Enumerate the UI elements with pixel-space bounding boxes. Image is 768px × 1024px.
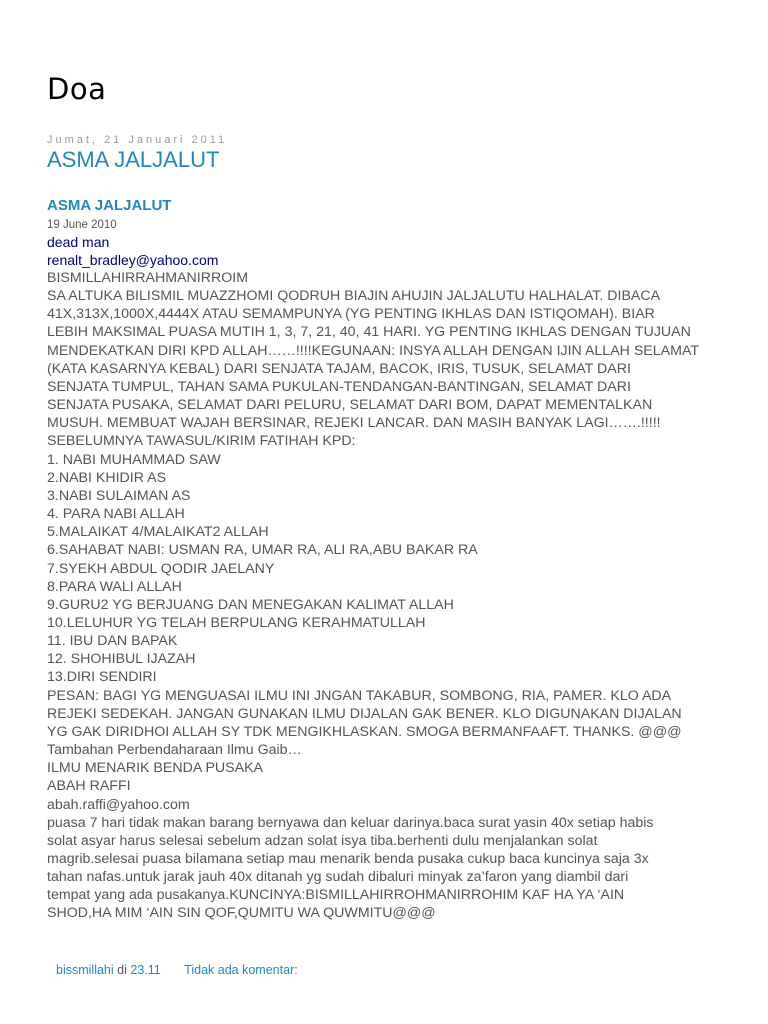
body-line: SENJATA PUSAKA, SELAMAT DARI PELURU, SELAMAT DARI BOM, DAPAT MEMENTALKAN [47,397,653,414]
body-line: 11. IBU DAN BAPAK [47,633,178,650]
post-footer [56,962,298,978]
body-line: REJEKI SEDEKAH. JANGAN GUNAKAN ILMU DIJALAN GAK BENER. KLO DIGUNAKAN DIJALAN [47,705,682,722]
author-name: dead man [47,234,110,250]
body-line: MUSUH. MEMBUAT WAJAH BERSINAR, REJEKI LANCAR. DAN MASIH BANYAK LAGI…….!!!!! [47,415,661,432]
body-line: 3.NABI SULAIMAN AS [47,487,191,504]
body-line: 5.MALAIKAT 4/MALAIKAT2 ALLAH [47,524,269,541]
post-body [47,195,727,923]
body-line: SEBELUMNYA TAWASUL/KIRIM FATIHAH KPD: [47,433,356,450]
body-line: 8.PARA WALI ALLAH [47,578,182,595]
body-line: 9.GURU2 YG BERJUANG DAN MENEGAKAN KALIMAT ALLAH [47,596,454,613]
comments-link[interactable]: Tidak ada komentar: [184,963,298,977]
body-line: (KATA KASARNYA KEBAL) DARI SENJATA TAJAM, BACOK, IRIS, TUSUK, SELAMAT DARI [47,360,631,377]
body-line: PESAN: BAGI YG MENGUASAI ILMU INI JNGAN TAKABUR, SOMBONG, RIA, PAMER. KLO ADA [47,687,672,704]
post-title-link[interactable]: ASMA JALJALUT [47,147,220,172]
post-body-text [47,269,727,923]
body-line: ILMU MENARIK BENDA PUSAKA [47,760,264,777]
post-timestamp-link[interactable]: 23.11 [130,963,161,977]
post-inner-date: 19 June 2010 [47,219,117,231]
body-line: 12. SHOHIBUL IJAZAH [47,651,196,668]
body-line: 7.SYEKH ABDUL QODIR JAELANY [47,560,275,577]
body-line: 2.NABI KHIDIR AS [47,469,167,486]
post-author-link[interactable]: bissmillahi [56,963,114,977]
body-line: solat asyar harus selesai sebelum adzan solat isya tiba.berhenti dulu menjalankan solat [47,832,598,849]
body-line: MENDEKATKAN DIRI KPD ALLAH……!!!!KEGUNAAN: INSYA ALLAH DENGAN IJIN ALLAH SELAMAT [47,342,700,359]
body-line: 41X,313X,1000X,4444X ATAU SEMAMPUNYA (YG PENTING IKHLAS DAN ISTIQOMAH). BIAR [47,306,655,323]
post-date-header: Jumat, 21 Januari 2011 [47,134,228,146]
body-line: 13.DIRI SENDIRI [47,669,157,686]
body-line: LEBIH MAKSIMAL PUASA MUTIH 1, 3, 7, 21, 40, 41 HARI. YG PENTING IKHLAS DENGAN TUJUAN [47,324,691,341]
body-line: 4. PARA NABI ALLAH [47,506,185,523]
footer-at-text: di [117,963,127,977]
body-line: 10.LELUHUR YG TELAH BERPULANG KERAHMATULLAH [47,614,426,631]
body-line: tempat yang ada pusakanya.KUNCINYA:BISMILLAHIRROHMANIRROHIM KAF HA YA ‘AIN [47,887,625,904]
post-inner-title: ASMA JALJALUT [47,197,172,214]
body-line: SHOD,HA MIM ‘AIN SIN QOF,QUMITU WA QUWMITU@@@ [47,905,436,922]
body-line: YG GAK DIRIDHOI ALLAH SY TDK MENGIKHLASKAN. SMOGA BERMANFAAFT. THANKS. @@@ [47,723,682,740]
body-line: SA ALTUKA BILISMIL MUAZZHOMI QODRUH BIAJIN AHUJIN JALJALUTU HALHALAT. DIBACA [47,288,661,305]
body-line: magrib.selesai puasa bilamana setiap mau menarik benda pusaka cukup baca kuncinya saja 3x [47,851,649,867]
body-line: 1. NABI MUHAMMAD SAW [47,451,221,468]
body-line: BISMILLAHIRRAHMANIRROIM [47,270,249,286]
body-line: Tambahan Perbendaharaan Ilmu Gaib… [47,742,302,759]
body-line: abah.raffi@yahoo.com [47,796,190,813]
body-line: SENJATA TUMPUL, TAHAN SAMA PUKULAN-TENDANGAN-BANTINGAN, SELAMAT DARI [47,378,631,395]
author-email: renalt_bradley@yahoo.com [47,252,219,268]
body-line: 6.SAHABAT NABI: USMAN RA, UMAR RA, ALI RA,ABU BAKAR RA [47,542,478,559]
body-line: puasa 7 hari tidak makan barang bernyawa dan keluar darinya.baca surat yasin 40x setiap habis [47,814,654,831]
blog-title[interactable]: Doa [47,72,107,106]
body-line: tahan nafas.untuk jarak jauh 40x ditanah yg sudah dibaluri minyak za’faron yang diambil dari [47,869,629,886]
body-line: ABAH RAFFI [47,778,131,795]
